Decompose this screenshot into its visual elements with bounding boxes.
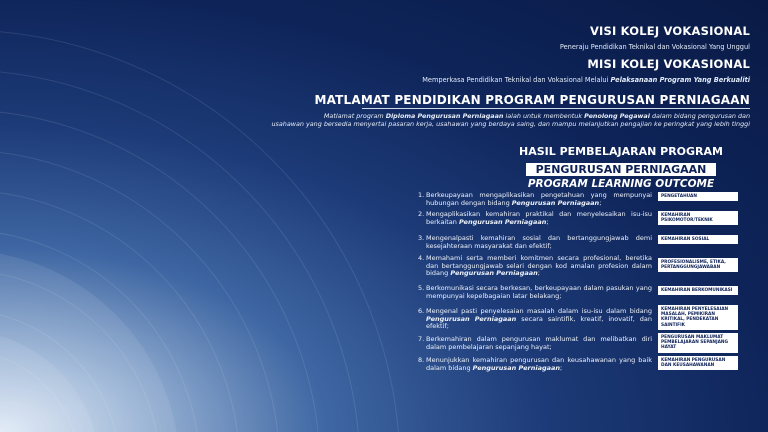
hasil-line-2: PENGURUSAN PERNIAGAAN: [526, 163, 717, 176]
outcome-category-tag: [658, 356, 738, 370]
matlamat-line2-text: usahawan yang bersedia menyertai pasaran kerja, usahawan yang berdaya saing, dan mampu melanjutkan pengajian ke peringkat yang lebih tinggi: [271, 120, 750, 129]
matlamat-p1: Matlamat program: [323, 112, 386, 120]
outcome-category-label: PENGETAHUAN: [661, 194, 697, 199]
visi-text: Peneraju Pendidikan Teknikal dan Vokasional Yang Unggul: [559, 43, 750, 51]
outcome-category-label: KEMAHIRAN BERKOMUNIKASI: [661, 288, 733, 293]
outcome-category-label: KEMAHIRAN PENGURUSAN DAN KEUSAHAWANAN: [661, 358, 726, 369]
outcome-number: 5.: [418, 284, 425, 292]
outcome-text: Berkeupayaan mengaplikasikan pengetahuan yang mempunyai hubungan dengan bidang Pengurusan Perniagaan;: [426, 191, 652, 207]
outcome-item: [418, 308, 652, 331]
outcome-item: [418, 336, 652, 351]
misi-text-plain: Memperkasa Pendidikan Teknikal dan Vokasional Melalui: [422, 76, 611, 84]
outcome-text: Mengenal pasti penyelesaian masalah dalam isu-isu dalam bidang Pengurusan Perniagaan secara saintifik, kreatif, inovatif, dan efektif;: [426, 307, 652, 331]
matlamat-p5: dalam bidang pengurusan dan: [649, 112, 750, 120]
outcome-category-label: PROFESIONALISME, ETIKA, PERTANGGUNGJAWABAN: [661, 260, 726, 271]
outcome-item: [418, 357, 652, 372]
outcome-item: [418, 285, 652, 300]
outcome-text: Mengenalpasti kemahiran sosial dan bertanggungjawab demi kesejahteraan masyarakat dan efektif;: [426, 234, 652, 250]
hasil-line-1: HASIL PEMBELAJARAN PROGRAM: [519, 145, 723, 158]
matlamat-line-2: [190, 120, 750, 128]
outcome-text: Memahami serta memberi komitmen secara profesional, beretika dan bertanggungjawab selari dengan kod amalan profesion dalam bidang Pengurusan Perniagaan;: [426, 254, 652, 278]
outcome-text: Berkomunikasi secara berkesan, berkeupayaan dalam pasukan yang mempunyai kepelbagaian latar belakang;: [426, 284, 652, 300]
matlamat-p2: Diploma Pengurusan Perniagaan: [385, 112, 504, 120]
outcome-category-tag: [658, 305, 738, 330]
matlamat-line-1: [190, 112, 750, 120]
outcome-item: [418, 235, 652, 250]
outcome-number: 1.: [418, 191, 425, 199]
misi-text-bold: Pelaksanaan Program Yang Berkualiti: [610, 76, 750, 84]
hasil-line-3: PROGRAM LEARNING OUTCOME: [527, 178, 715, 190]
outcome-category-tag: [658, 333, 738, 353]
visi-title: VISI KOLEJ VOKASIONAL: [589, 24, 750, 38]
outcome-category-tag: [658, 258, 738, 272]
outcome-text: Menunjukkan kemahiran pengurusan dan keusahawanan yang baik dalam bidang Pengurusan Perniagaan;: [426, 356, 652, 372]
misi-text: [422, 76, 750, 84]
matlamat-title: MATLAMAT PENDIDIKAN PROGRAM PENGURUSAN PERNIAGAAN: [314, 93, 750, 107]
matlamat-p4: Penolong Pegawai: [584, 112, 650, 120]
outcome-category-label: KEMAHIRAN SOSIAL: [661, 237, 710, 242]
outcome-number: 8.: [418, 356, 425, 364]
outcome-number: 3.: [418, 234, 425, 242]
outcome-number: 4.: [418, 254, 425, 262]
outcome-item: [418, 192, 652, 207]
outcome-text: Mengaplikasikan kemahiran praktikal dan menyelesaikan isu-isu berkaitan Pengurusan Perniagaan;: [426, 210, 652, 226]
matlamat-body: [190, 112, 750, 129]
outcome-category-label: KEMAHIRAN PSIKOMOTOR/TEKNIK: [661, 213, 713, 224]
outcome-category-tag: [658, 192, 738, 201]
outcome-category-tag: [658, 235, 738, 244]
outcome-category-tag: [658, 286, 738, 295]
outcome-item: [418, 211, 652, 226]
outcome-category-tag: [658, 211, 738, 225]
outcome-category-label: KEMAHIRAN PENYELESAIAN MASALAH, PEMIKIRAN KRITIKAL, PENDEKATAN SAINTIFIK: [661, 307, 729, 328]
hasil-heading: [471, 145, 768, 190]
outcome-text: Berkemahiran dalam pengurusan maklumat dan melibatkan diri dalam pembelajaran sepanjang hayat;: [426, 335, 652, 351]
matlamat-p3: ialah untuk membentuk: [503, 112, 585, 120]
outcome-number: 2.: [418, 210, 425, 218]
misi-title: MISI KOLEJ VOKASIONAL: [587, 57, 750, 71]
outcome-category-label: PENGURUSAN MAKLUMAT PEMBELAJARAN SEPANJANG HAYAT: [661, 335, 729, 351]
outcome-number: 6.: [418, 307, 425, 315]
outcome-item: [418, 255, 652, 278]
matlamat-divider: [362, 108, 750, 109]
outcome-number: 7.: [418, 335, 425, 343]
